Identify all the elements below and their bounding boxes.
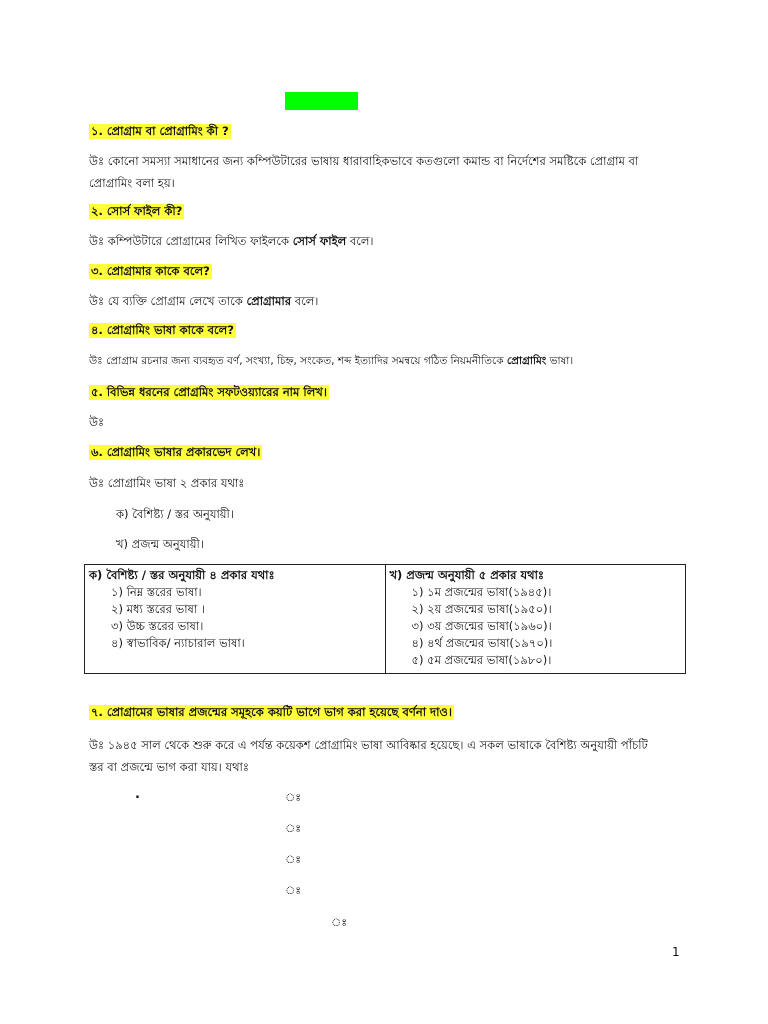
question-7: ৭. প্রোগ্রামের ভাষার প্রজন্মের সমূহকে কয়টি ভাগে ভাগ করা হয়েছে বর্ণনা দাও। — [91, 705, 452, 719]
answer-6-sub-a: ক) বৈশিষ্ট্য / স্তর অনুযায়ী। — [116, 507, 234, 521]
table-left-item: ১) নিম্ন স্তরের ভাষা। — [111, 585, 202, 599]
answer-2-end: বলে। — [346, 234, 374, 248]
table-left-cell — [85, 565, 386, 674]
answer-3-text: উঃ যে ব্যক্তি প্রোগ্রাম লেখে তাকে — [89, 294, 247, 308]
answer-6: উঃ প্রোগ্রামিং ভাষা ২ প্রকার যথাঃ — [89, 476, 245, 490]
list-bullet: . — [135, 787, 140, 802]
question-1: ১. প্রোগ্রাম বা প্রোগ্রামিং কী ? — [91, 124, 229, 138]
page-number: 1 — [672, 945, 680, 959]
answer-7: উঃ ১৯৪৫ সাল থেকে শুরু করে এ পর্যন্ত কয়েকশ প্রোগ্রামিং ভাষা আবিষ্কার হয়েছে। এ সকল ভাষাকে বৈশিষ্ট্য অনুযায়ী পাঁচটি স্তর বা প্রজন্মে ভাগ করা যায়। যথাঃ — [89, 738, 648, 774]
table-left-item: ৩) উচ্চ স্তরের ভাষা। — [111, 619, 204, 633]
table-right-item: ৫) ৫ম প্রজন্মের ভাষা(১৯৮০)। — [411, 653, 552, 667]
answer-6-sub-b: খ) প্রজন্ম অনুযায়ী। — [116, 537, 204, 551]
table-right-item: ২) ২য় প্রজন্মের ভাষা(১৯৫০)। — [411, 602, 552, 616]
answer-3-end: বলে। — [291, 294, 319, 308]
question-6: ৬. প্রোগ্রামিং ভাষার প্রকারভেদ লেখ। — [91, 445, 261, 459]
table-right-cell — [385, 565, 686, 674]
table-right-item: ১) ১ম প্রজন্মের ভাষা(১৯৪৫)। — [411, 585, 552, 599]
answer-4-term: প্রোগ্রামিং — [506, 355, 547, 367]
table-right-header: খ) প্রজন্ম অনুযায়ী ৫ প্রকার যথাঃ — [389, 568, 545, 582]
left-header-suffix: অনুযায়ী ৪ প্রকার যথাঃ — [164, 568, 275, 582]
list-colon: ঃ — [331, 916, 348, 929]
answer-2-text: উঃ কম্পিউটারে প্রোগ্রামের লিখিত ফাইলকে — [89, 234, 293, 248]
language-types-table — [84, 564, 686, 674]
list-colon: ঃ — [285, 822, 302, 835]
answer-2 — [89, 233, 374, 249]
question-3: ৩. প্রোগ্রামার কাকে বলে? — [91, 264, 210, 278]
answer-1: উঃ কোনো সমস্যা সমাধানের জন্য কম্পিউটারের ভাষায় ধারাবাহিকভাবে কতগুলো কমান্ড বা নির্দেশের সমষ্টিকে প্রোগ্রাম বা প্রোগ্রামিং বলা হয়। — [89, 154, 639, 190]
left-header-term: বৈশিষ্ট্য / স্তর — [106, 568, 165, 582]
list-colon: ঃ — [285, 853, 302, 866]
answer-3-term: প্রোগ্রামার — [246, 294, 292, 308]
green-highlight-block — [285, 92, 358, 110]
table-left-item: ৪) স্বাভাবিক/ ন্যাচারাল ভাষা। — [111, 636, 245, 650]
question-4: ৪. প্রোগ্রামিং ভাষা কাকে বলে? — [91, 323, 234, 337]
table-left-header — [89, 567, 379, 584]
answer-2-term: সোর্স ফাইল — [292, 234, 347, 248]
question-2: ২. সোর্স ফাইল কী? — [91, 204, 183, 218]
left-header-prefix: ক) — [89, 568, 107, 582]
answer-4-end: ভাষা। — [546, 355, 574, 367]
answer-4 — [89, 353, 573, 369]
list-colon: ঃ — [285, 791, 302, 804]
table-left-item: ২) মধ্য স্তরের ভাষা । — [111, 602, 205, 616]
question-5: ৫. বিভিন্ন ধরনের প্রোগ্রমিং সফটওয়্যারের নাম লিখ। — [91, 385, 327, 399]
answer-5: উঃ — [89, 415, 105, 429]
list-colon: ঃ — [285, 884, 302, 897]
table-right-item: ৩) ৩য় প্রজন্মের ভাষা(১৯৬০)। — [411, 619, 552, 633]
table-right-item: ৪) ৪র্থ প্রজন্মের ভাষা(১৯৭০)। — [411, 636, 553, 650]
answer-3 — [89, 293, 318, 309]
answer-4-text: উঃ প্রোগ্রাম রচনার জন্য ব্যবহৃত বর্ণ, সংখ্যা, চিহ্ন, সংকেত, শব্দ ইত্যাদির সমন্বয়ে গঠিত নিয়মনীতিকে — [89, 355, 507, 367]
